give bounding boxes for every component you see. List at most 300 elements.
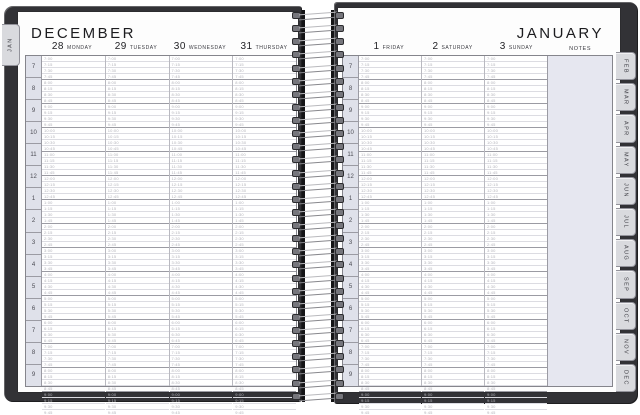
quarter-time-label: 3:15	[44, 254, 53, 259]
quarter-time-label: 11:15	[424, 158, 435, 163]
quarter-time-label: 7:45	[424, 362, 433, 367]
quarter-time-label: 9:30	[235, 404, 244, 409]
quarter-time-label: 9:00	[44, 392, 53, 397]
quarter-time-label: 8:00	[107, 368, 117, 373]
quarter-time-label: 5:45	[424, 314, 433, 319]
quarter-time-label: 8:30	[487, 380, 496, 385]
quarter-time-label: 9:15	[235, 398, 244, 403]
quarter-time-label: 8:30	[235, 380, 244, 385]
hour-labels-column	[26, 56, 42, 386]
quarter-time-label: 2:00	[107, 224, 117, 229]
quarter-time-label: 1:45	[44, 218, 53, 223]
month-tab-strip	[616, 52, 636, 392]
quarter-time-label: 7:45	[107, 74, 117, 79]
quarter-time-label: 2:15	[44, 230, 53, 235]
tab-jul[interactable]: JUL	[616, 208, 636, 236]
hour-block	[42, 223, 105, 247]
quarter-time-label: 7:00	[44, 56, 53, 61]
hour-block	[485, 343, 547, 367]
quarter-time-label: 11:45	[44, 170, 55, 175]
quarter-time-label: 2:15	[361, 230, 370, 235]
hour-label: 8	[26, 342, 41, 364]
quarter-time-label: 6:00	[235, 320, 244, 325]
hour-block	[485, 271, 547, 295]
quarter-time-label: 8:15	[361, 86, 370, 91]
hour-block	[233, 295, 296, 319]
quarter-time-label: 8:15	[44, 86, 53, 91]
quarter-time-label: 1:45	[361, 218, 370, 223]
hour-block	[170, 175, 233, 199]
quarter-time-label: 8:45	[361, 386, 370, 391]
quarter-time-label: 12:45	[171, 194, 183, 199]
quarter-time-label: 12:15	[171, 182, 183, 187]
quarter-time-label: 1:15	[235, 206, 244, 211]
hour-label: 4	[26, 254, 41, 276]
quarter-time-label: 12:00	[44, 176, 56, 181]
quarter-time-label: 7:15	[361, 62, 370, 67]
quarter-time-label: 11:45	[107, 170, 119, 175]
quarter-time-label: 7:00	[107, 344, 117, 349]
day-column	[421, 56, 484, 415]
quarter-time-label: 3:00	[107, 248, 117, 253]
quarter-time-label: 4:00	[171, 272, 181, 277]
hour-block	[42, 295, 105, 319]
quarter-time-label: 12:00	[361, 176, 373, 181]
quarter-time-label: 8:30	[235, 92, 244, 97]
quarter-time-label: 7:45	[235, 74, 244, 79]
quarter-time-label: 4:15	[107, 278, 117, 283]
quarter-time-label: 11:00	[235, 152, 246, 157]
quarter-time-label: 8:30	[44, 92, 53, 97]
quarter-line	[359, 409, 421, 415]
quarter-time-label: 5:45	[361, 314, 370, 319]
quarter-time-label: 12:00	[171, 176, 183, 181]
hour-block	[422, 223, 484, 247]
hour-label: 2	[26, 209, 41, 231]
tab-may[interactable]: MAY	[616, 146, 636, 174]
day-name: SUNDAY	[508, 45, 533, 51]
hour-block	[422, 271, 484, 295]
quarter-time-label: 6:00	[171, 320, 181, 325]
hour-block	[106, 127, 169, 151]
quarter-time-label: 9:15	[424, 110, 433, 115]
hour-block	[233, 127, 296, 151]
hour-block	[485, 223, 547, 247]
hour-block	[359, 271, 421, 295]
quarter-time-label: 10:45	[361, 146, 373, 151]
quarter-time-label: 7:00	[107, 56, 117, 61]
binding-coil	[292, 183, 344, 190]
quarter-time-label: 2:45	[424, 242, 433, 247]
quarter-time-label: 3:15	[235, 254, 244, 259]
quarter-time-label: 1:15	[107, 206, 117, 211]
quarter-time-label: 11:00	[171, 152, 183, 157]
quarter-time-label: 1:30	[171, 212, 181, 217]
day-column	[105, 56, 169, 415]
quarter-time-label: 5:30	[171, 308, 181, 313]
day-number: 29	[114, 41, 127, 52]
tab-mar[interactable]: MAR	[616, 83, 636, 111]
quarter-time-label: 3:15	[107, 254, 117, 259]
hour-block	[422, 199, 484, 223]
quarter-time-label: 8:15	[361, 374, 370, 379]
quarter-time-label: 7:45	[107, 362, 117, 367]
day-name: MONDAY	[66, 45, 93, 51]
quarter-time-label: 11:45	[361, 170, 372, 175]
hour-label: 9	[343, 364, 358, 386]
right-schedule-grid	[342, 55, 613, 415]
tab-nov[interactable]: NOV	[616, 333, 636, 361]
quarter-time-label: 10:15	[107, 134, 119, 139]
quarter-time-label: 5:00	[235, 296, 244, 301]
hour-label: 8	[26, 77, 41, 99]
tab-apr[interactable]: APR	[616, 114, 636, 142]
quarter-time-label: 1:15	[487, 206, 496, 211]
quarter-time-label: 9:00	[424, 104, 433, 109]
hour-block	[422, 151, 484, 175]
quarter-time-label: 12:15	[235, 182, 247, 187]
quarter-time-label: 8:15	[424, 86, 433, 91]
day-number: 1	[373, 41, 380, 52]
quarter-time-label: 1:00	[235, 200, 244, 205]
quarter-time-label: 9:45	[107, 410, 117, 415]
tab-jun[interactable]: JUN	[616, 177, 636, 205]
quarter-time-label: 1:15	[361, 206, 370, 211]
day-header	[485, 41, 549, 53]
quarter-time-label: 6:45	[361, 338, 370, 343]
hour-block	[485, 247, 547, 271]
quarter-time-label: 8:30	[487, 92, 496, 97]
quarter-time-label: 4:00	[235, 272, 244, 277]
quarter-time-label: 3:15	[171, 254, 181, 259]
quarter-time-label: 5:30	[107, 308, 117, 313]
coil-cap-right	[335, 314, 344, 321]
quarter-time-label: 6:15	[235, 326, 244, 331]
hour-block	[485, 103, 547, 127]
quarter-time-label: 4:45	[424, 290, 433, 295]
quarter-time-label: 8:30	[361, 92, 370, 97]
quarter-time-label: 2:45	[107, 242, 117, 247]
quarter-time-label: 7:15	[107, 62, 117, 67]
binding-coil	[292, 91, 344, 98]
quarter-time-label: 5:15	[171, 302, 181, 307]
hour-block	[170, 79, 233, 103]
hour-label: 12	[343, 165, 358, 187]
hour-block	[422, 247, 484, 271]
quarter-time-label: 10:30	[235, 140, 247, 145]
day-name: WEDNESDAY	[188, 45, 227, 51]
quarter-time-label: 7:15	[235, 62, 244, 67]
hour-block	[42, 103, 105, 127]
coil-cap-right	[335, 366, 344, 373]
quarter-time-label: 10:00	[235, 128, 247, 133]
hour-block	[422, 103, 484, 127]
hour-block	[485, 175, 547, 199]
quarter-time-label: 6:15	[171, 326, 181, 331]
quarter-time-label: 4:30	[487, 284, 496, 289]
quarter-time-label: 9:30	[171, 116, 181, 121]
quarter-time-label: 11:00	[487, 152, 498, 157]
hour-block	[485, 127, 547, 151]
hour-block	[170, 199, 233, 223]
binding-coil	[292, 143, 344, 150]
hour-block	[42, 79, 105, 103]
quarter-time-label: 2:45	[171, 242, 181, 247]
quarter-time-label: 3:30	[44, 260, 53, 265]
notes-column	[547, 56, 612, 386]
quarter-time-label: 6:15	[424, 326, 433, 331]
hour-block	[359, 103, 421, 127]
page-january	[338, 8, 620, 415]
quarter-time-label: 9:30	[44, 404, 53, 409]
hour-block	[170, 295, 233, 319]
quarter-time-label: 2:15	[235, 230, 244, 235]
quarter-time-label: 6:30	[171, 332, 181, 337]
quarter-time-label: 9:45	[487, 410, 496, 415]
quarter-time-label: 8:00	[424, 80, 433, 85]
hour-block	[42, 247, 105, 271]
quarter-time-label: 11:30	[361, 164, 372, 169]
quarter-time-label: 9:30	[107, 116, 117, 121]
hour-block	[106, 199, 169, 223]
quarter-time-label: 7:00	[235, 344, 244, 349]
quarter-time-label: 11:30	[107, 164, 119, 169]
quarter-time-label: 1:30	[424, 212, 433, 217]
day-column	[42, 56, 105, 415]
quarter-time-label: 4:00	[107, 272, 117, 277]
hour-label: 9	[343, 99, 358, 121]
quarter-time-label: 3:00	[44, 248, 53, 253]
quarter-time-label: 10:45	[107, 146, 119, 151]
quarter-time-label: 8:15	[171, 86, 181, 91]
coil-cap-right	[335, 78, 344, 85]
quarter-time-label: 6:15	[44, 326, 53, 331]
hour-block	[106, 103, 169, 127]
quarter-time-label: 5:00	[487, 296, 496, 301]
quarter-time-label: 5:15	[361, 302, 370, 307]
quarter-time-label: 8:30	[44, 380, 53, 385]
hour-block	[233, 343, 296, 367]
hour-block	[422, 367, 484, 391]
quarter-time-label: 7:30	[424, 356, 433, 361]
quarter-time-label: 1:00	[44, 200, 53, 205]
hour-label: 10	[343, 121, 358, 143]
quarter-time-label: 9:00	[235, 392, 244, 397]
coil-cap-right	[335, 91, 344, 98]
coil-cap-right	[335, 156, 344, 163]
quarter-time-label: 7:15	[44, 62, 53, 67]
hour-block	[106, 343, 169, 367]
hour-block	[233, 103, 296, 127]
hour-label: 7	[31, 63, 36, 70]
hour-block	[359, 199, 421, 223]
quarter-time-label: 1:00	[107, 200, 117, 205]
quarter-time-label: 3:45	[171, 266, 181, 271]
quarter-time-label: 7:45	[44, 362, 53, 367]
hour-block	[170, 56, 233, 79]
quarter-time-label: 11:30	[44, 164, 55, 169]
quarter-time-label: 10:45	[487, 146, 499, 151]
quarter-time-label: 9:45	[171, 122, 181, 127]
quarter-time-label: 7:45	[235, 362, 244, 367]
quarter-time-label: 8:00	[235, 368, 244, 373]
quarter-time-label: 9:15	[44, 110, 53, 115]
hour-block	[42, 391, 105, 415]
quarter-time-label: 3:30	[361, 260, 370, 265]
quarter-time-label: 12:30	[171, 188, 183, 193]
quarter-time-label: 7:00	[361, 56, 370, 61]
quarter-time-label: 10:45	[424, 146, 436, 151]
hour-block	[106, 247, 169, 271]
notes-label: NOTES	[569, 46, 592, 52]
coil-cap-right	[335, 209, 344, 216]
tab-aug[interactable]: AUG	[616, 239, 636, 267]
quarter-time-label: 4:30	[235, 284, 244, 289]
coil-cap-right	[335, 170, 344, 177]
quarter-time-label: 1:30	[235, 212, 244, 217]
hour-block	[359, 151, 421, 175]
quarter-time-label: 11:15	[107, 158, 119, 163]
hour-block	[422, 319, 484, 343]
binding-coil	[292, 117, 344, 124]
quarter-time-label: 4:00	[487, 272, 496, 277]
hour-block	[233, 223, 296, 247]
binding-coil	[292, 12, 344, 19]
quarter-time-label: 4:00	[424, 272, 433, 277]
quarter-time-label: 4:15	[361, 278, 370, 283]
coil-cap-right	[335, 196, 344, 203]
quarter-time-label: 7:00	[424, 56, 433, 61]
hour-label: 7	[348, 63, 353, 70]
quarter-time-label: 6:30	[235, 332, 244, 337]
quarter-time-label: 12:30	[424, 188, 436, 193]
quarter-time-label: 6:00	[107, 320, 117, 325]
tab-jan[interactable]: JAN	[2, 24, 20, 66]
quarter-time-label: 8:45	[44, 98, 53, 103]
hour-block	[106, 391, 169, 415]
quarter-time-label: 10:30	[487, 140, 499, 145]
binding-coil	[292, 196, 344, 203]
quarter-time-label: 1:45	[424, 218, 433, 223]
quarter-time-label: 10:00	[171, 128, 183, 133]
tab-feb[interactable]: FEB	[616, 52, 636, 80]
quarter-time-label: 7:30	[487, 356, 496, 361]
hour-block	[359, 391, 421, 415]
quarter-time-label: 12:15	[107, 182, 119, 187]
binding-coil	[292, 156, 344, 163]
coil-cap-right	[335, 117, 344, 124]
binding-coil	[292, 393, 344, 400]
quarter-time-label: 12:45	[235, 194, 247, 199]
tab-oct[interactable]: OCT	[616, 302, 636, 330]
quarter-time-label: 10:00	[361, 128, 373, 133]
tab-sep[interactable]: SEP	[616, 270, 636, 298]
hour-label: 3	[26, 232, 41, 254]
quarter-time-label: 5:00	[361, 296, 370, 301]
quarter-time-label: 12:15	[487, 182, 499, 187]
quarter-time-label: 11:00	[44, 152, 55, 157]
day-header	[40, 41, 104, 53]
quarter-time-label: 9:45	[361, 122, 370, 127]
day-name: FRIDAY	[382, 45, 405, 51]
quarter-time-label: 8:15	[487, 86, 496, 91]
quarter-time-label: 2:00	[487, 224, 496, 229]
quarter-time-label: 5:15	[424, 302, 433, 307]
quarter-time-label: 6:15	[361, 326, 370, 331]
quarter-time-label: 8:45	[44, 386, 53, 391]
quarter-time-label: 8:30	[171, 380, 181, 385]
quarter-time-label: 10:15	[487, 134, 499, 139]
quarter-time-label: 8:45	[424, 386, 433, 391]
quarter-time-label: 8:15	[107, 374, 117, 379]
hour-block	[170, 247, 233, 271]
quarter-time-label: 4:15	[44, 278, 53, 283]
quarter-time-label: 8:15	[487, 374, 496, 379]
quarter-time-label: 1:30	[361, 212, 370, 217]
quarter-time-label: 7:00	[424, 344, 433, 349]
quarter-time-label: 6:30	[44, 332, 53, 337]
quarter-time-label: 7:45	[171, 362, 181, 367]
quarter-time-label: 6:15	[487, 326, 496, 331]
day-number: 31	[240, 41, 253, 52]
hour-block	[42, 56, 105, 79]
quarter-time-label: 9:45	[171, 410, 181, 415]
quarter-time-label: 2:30	[235, 236, 244, 241]
coil-cap-right	[335, 353, 344, 360]
hour-block	[233, 56, 296, 79]
page-december	[18, 12, 298, 415]
quarter-time-label: 8:30	[107, 380, 117, 385]
binding-coil	[292, 38, 344, 45]
quarter-time-label: 2:15	[487, 230, 496, 235]
day-header	[421, 41, 485, 53]
quarter-time-label: 10:30	[107, 140, 119, 145]
binding-coil	[292, 288, 344, 295]
quarter-time-label: 8:45	[235, 98, 244, 103]
quarter-time-label: 8:00	[361, 368, 370, 373]
day-header	[357, 41, 421, 53]
quarter-time-label: 12:30	[361, 188, 373, 193]
quarter-time-label: 8:00	[487, 80, 496, 85]
quarter-time-label: 4:00	[44, 272, 53, 277]
tab-dec[interactable]: DEC	[616, 364, 636, 392]
quarter-time-label: 6:30	[487, 332, 496, 337]
quarter-time-label: 8:00	[361, 80, 370, 85]
quarter-time-label: 7:00	[171, 344, 181, 349]
quarter-time-label: 9:15	[487, 398, 496, 403]
quarter-time-label: 4:15	[171, 278, 181, 283]
day-number: 28	[51, 41, 64, 52]
quarter-time-label: 10:30	[361, 140, 373, 145]
hour-block	[233, 319, 296, 343]
quarter-time-label: 9:30	[235, 116, 244, 121]
hour-label: 6	[343, 298, 358, 320]
quarter-time-label: 7:15	[487, 350, 496, 355]
quarter-time-label: 12:00	[107, 176, 119, 181]
quarter-time-label: 8:45	[235, 386, 244, 391]
quarter-time-label: 6:30	[424, 332, 433, 337]
quarter-time-label: 1:30	[487, 212, 496, 217]
quarter-time-label: 11:15	[487, 158, 498, 163]
binding-coil	[292, 314, 344, 321]
quarter-time-label: 8:45	[424, 98, 433, 103]
quarter-time-label: 9:30	[361, 404, 370, 409]
binding-coil	[292, 130, 344, 137]
hour-block	[359, 319, 421, 343]
quarter-time-label: 9:15	[107, 110, 117, 115]
quarter-time-label: 9:00	[171, 104, 181, 109]
quarter-time-label: 1:00	[424, 200, 433, 205]
